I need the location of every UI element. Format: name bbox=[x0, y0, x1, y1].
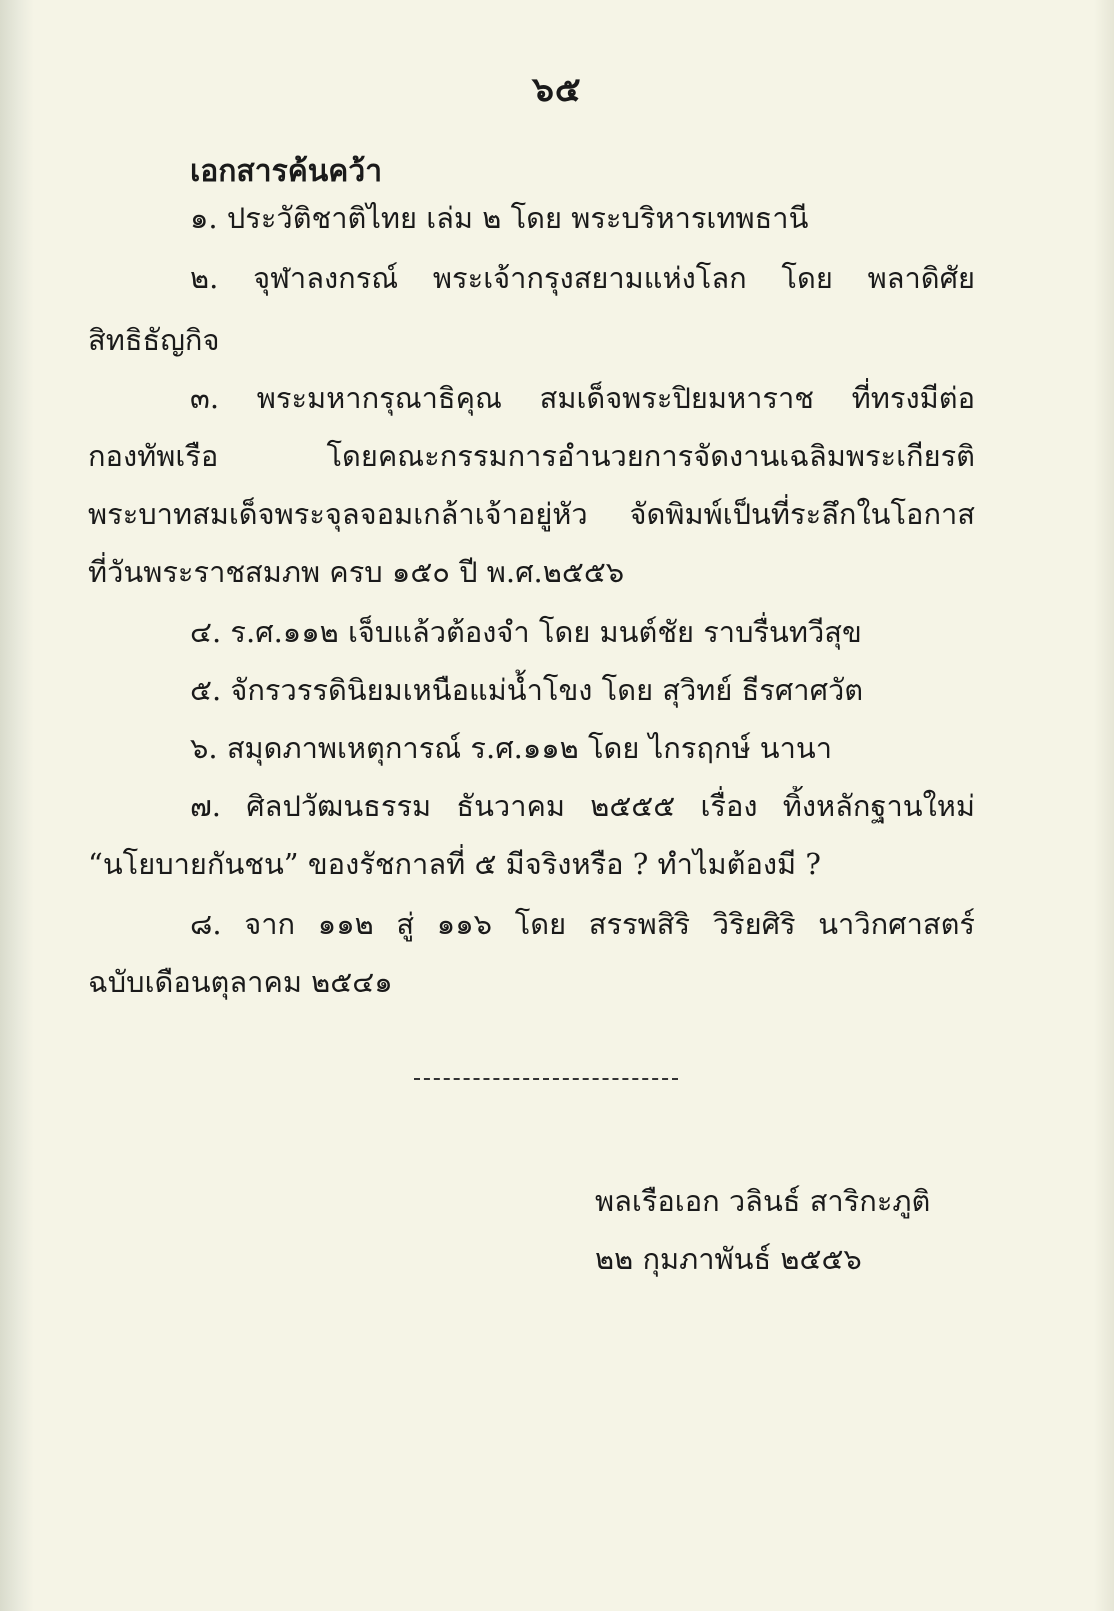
reference-item-8: ๘. จาก ๑๑๒ สู่ ๑๑๖ โดย สรรพสิริ วิริยศิริ นาวิกศาสตร์ bbox=[190, 907, 975, 941]
page-edge bbox=[1094, 0, 1114, 1611]
reference-item-2-continuation: สิทธิธัญกิจ bbox=[88, 323, 220, 357]
page-number: ๖๕ bbox=[532, 70, 582, 110]
reference-item-1: ๑. ประวัติชาติไทย เล่ม ๒ โดย พระบริหารเทพธานี bbox=[190, 201, 809, 235]
book-gutter-shadow bbox=[0, 0, 34, 1611]
reference-item-2: ๒. จุฬาลงกรณ์ พระเจ้ากรุงสยามแห่งโลก โดย พลาดิศัย bbox=[190, 261, 975, 295]
reference-item-5: ๕. จักรวรรดินิยมเหนือแม่น้ำโขง โดย สุวิทย์ ธีรศาศวัต bbox=[190, 673, 864, 707]
reference-item-3-continuation: กองทัพเรือ โดยคณะกรรมการอำนวยการจัดงานเฉลิมพระเกียรติ bbox=[88, 439, 975, 473]
dashed-divider bbox=[414, 1078, 678, 1080]
reference-item-7: ๗. ศิลปวัฒนธรรม ธันวาคม ๒๕๕๕ เรื่อง ทิ้งหลักฐานใหม่ bbox=[190, 789, 975, 823]
reference-item-7-continuation: “นโยบายกันชน” ของรัชกาลที่ ๕ มีจริงหรือ ? ทำไมต้องมี ? bbox=[88, 847, 821, 881]
section-heading: เอกสารค้นคว้า bbox=[190, 154, 383, 189]
reference-item-3-continuation: พระบาทสมเด็จพระจุลจอมเกล้าเจ้าอยู่หัว จัดพิมพ์เป็นที่ระลึกในโอกาส bbox=[88, 497, 975, 531]
reference-item-6: ๖. สมุดภาพเหตุการณ์ ร.ศ.๑๑๒ โดย ไกรฤกษ์ นานา bbox=[190, 731, 832, 765]
reference-item-8-continuation: ฉบับเดือนตุลาคม ๒๕๔๑ bbox=[88, 965, 393, 999]
reference-item-4: ๔. ร.ศ.๑๑๒ เจ็บแล้วต้องจำ โดย มนต์ชัย ราบรื่นทวีสุข bbox=[190, 615, 862, 649]
signature-name: พลเรือเอก วลินธ์ สาริกะภูติ bbox=[595, 1184, 931, 1218]
reference-item-3-continuation: ที่วันพระราชสมภพ ครบ ๑๕๐ ปี พ.ศ.๒๕๕๖ bbox=[88, 555, 625, 589]
reference-item-3: ๓. พระมหากรุณาธิคุณ สมเด็จพระปิยมหาราช ที่ทรงมีต่อ bbox=[190, 381, 975, 415]
signature-date: ๒๒ กุมภาพันธ์ ๒๕๕๖ bbox=[595, 1242, 862, 1276]
